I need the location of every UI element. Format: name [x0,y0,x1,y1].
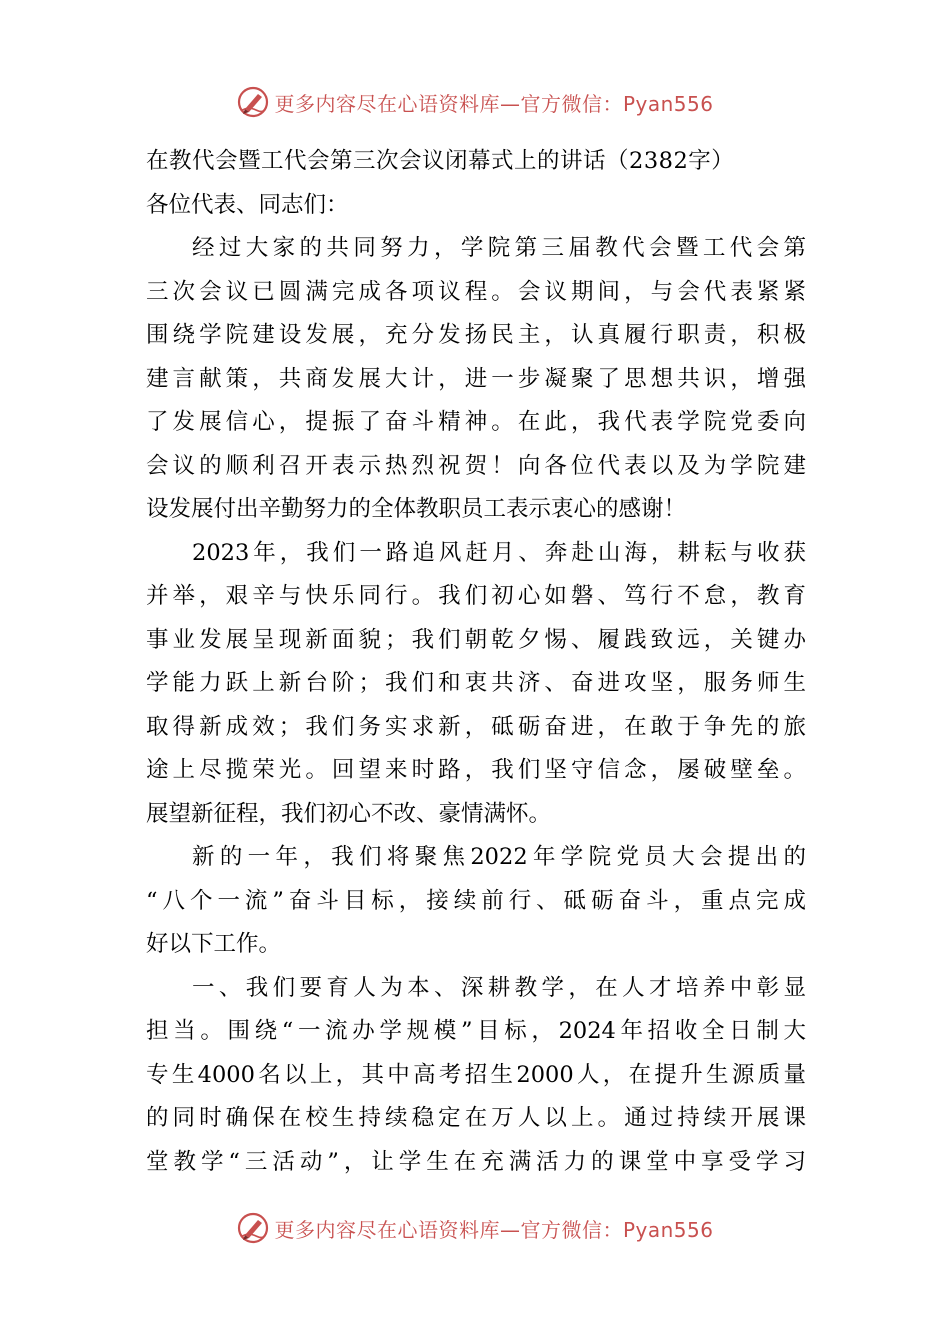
text-line: 并举，艰辛与快乐同行。我们初心如磐、笃行不怠，教育 [146,583,806,609]
text-line: “八个一流”奋斗目标，接续前行、砥砺奋斗，重点完成 [146,887,806,914]
watermark-banner-bottom [0,1208,950,1248]
text-line: 了发展信心，提振了奋斗精神。在此，我代表学院党委向 [146,409,806,435]
text-line: 三次会议已圆满完成各项议程。会议期间，与会代表紧紧 [146,278,806,305]
text-line: 担当。围绕“一流办学规模”目标，2024年招收全日制大 [146,1018,806,1044]
text-line: 新的一年，我们将聚焦2022年学院党员大会提出的 [192,844,806,870]
document-body [146,140,806,1184]
text-line: 途上尽揽荣光。回望来时路，我们坚守信念，屡破壁垒。 [146,757,806,783]
paragraph-lines [146,227,806,1184]
watermark-group [236,1211,713,1245]
text-line: 围绕学院建设发展，充分发扬民主，认真履行职责，积极 [146,322,806,348]
text-line: 学能力跃上新台阶；我们和衷共济、奋进攻坚，服务师生 [146,670,806,696]
text-line: 建言献策，共商发展大计，进一步凝聚了思想共识，增强 [146,365,806,392]
text-line: 好以下工作。 [146,931,282,957]
text-line: 取得新成效；我们务实求新，砥砺奋进，在敢于争先的旅 [146,713,806,740]
text-line: 会议的顺利召开表示热烈祝贺！向各位代表以及为学院建 [146,452,806,479]
watermark-banner-top [0,82,950,122]
watermark-text: 更多内容尽在心语资料库—官方微信：Pyan556 [274,1217,714,1242]
salutation: 各位代表、同志们： [146,191,349,218]
pen-seal-icon [236,1211,270,1245]
text-line: 的同时确保在校生持续稳定在万人以上。通过持续开展课 [146,1105,806,1131]
text-line: 堂教学“三活动”，让学生在充满活力的课堂中享受学习 [146,1148,806,1175]
text-line: 2023年，我们一路追风赶月、奔赴山海，耕耘与收获 [192,539,806,566]
text-line: 设发展付出辛勤努力的全体教职员工表示衷心的感谢！ [146,496,687,522]
text-line: 专生4000名以上，其中高考招生2000人，在提升生源质量 [146,1061,806,1088]
document-title: 在教代会暨工代会第三次会议闭幕式上的讲话（2382字） [146,148,735,174]
watermark-group [236,85,713,119]
text-line: 事业发展呈现新面貌；我们朝乾夕惕、履践致远，关键办 [146,626,806,653]
pen-seal-icon [236,85,270,119]
text-line: 展望新征程，我们初心不改、豪情满怀。 [146,800,552,827]
text-line: 一、我们要育人为本、深耕教学，在人才培养中彰显 [192,974,806,1001]
text-line: 经过大家的共同努力，学院第三届教代会暨工代会第 [192,235,806,261]
watermark-text: 更多内容尽在心语资料库—官方微信：Pyan556 [274,91,714,116]
